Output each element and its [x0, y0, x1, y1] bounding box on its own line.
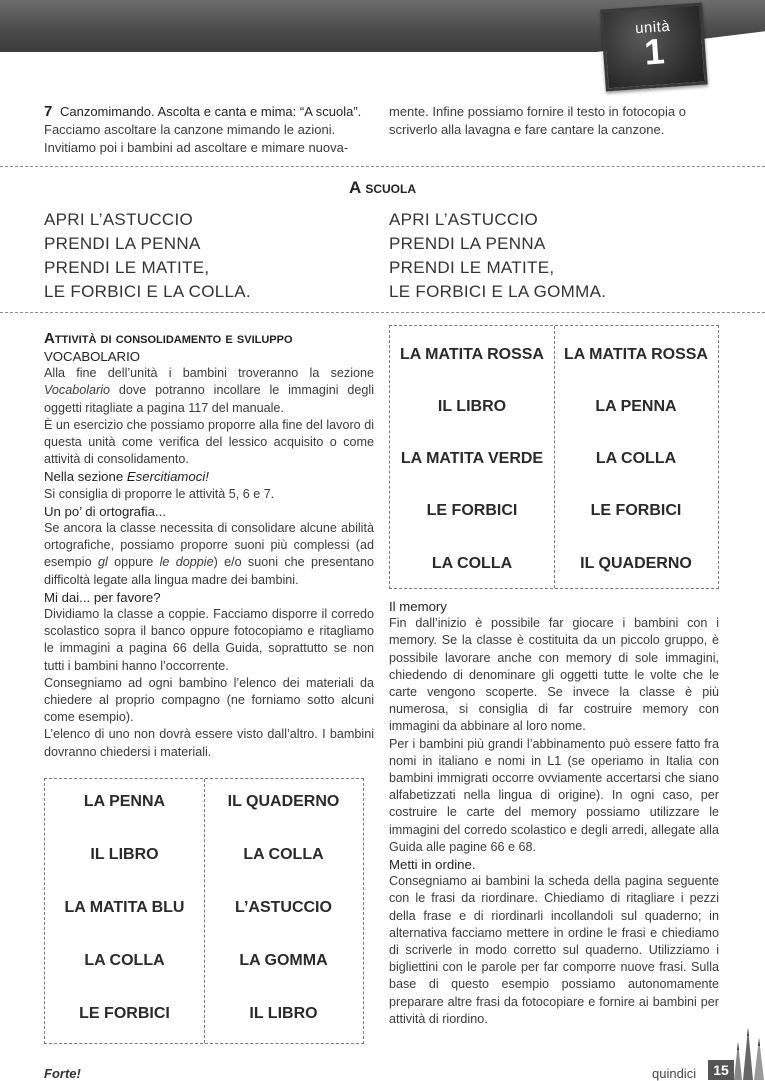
card-label: IL QUADERNO — [227, 793, 340, 810]
lyric-line: PRENDI LA PENNA — [44, 234, 201, 253]
unit-badge — [600, 3, 707, 92]
exercise7-line: Invitiamo poi i bambini ad ascoltare e mimare nuova- — [44, 140, 349, 155]
lyric-line: PRENDI LA PENNA — [389, 234, 546, 253]
card-label: IL LIBRO — [90, 846, 159, 863]
lyric-line: PRENDI LE MATITE, — [44, 258, 210, 277]
lyric-line: LE FORBICI E LA COLLA. — [44, 282, 251, 301]
card-label: LA PENNA — [83, 793, 166, 810]
ortografia-heading: Un po’ di ortografia... — [44, 503, 166, 519]
card-label: LA MATITA VERDE — [400, 450, 544, 467]
memory-paragraph-2: Per i bambini più grandi l’abbinamento può essere fatto fra nomi in italiano e nomi in L1 (se operiamo in Italia con bambini immigrati occorre ovviamente accertarsi che siano alfabetizzati nella lingua di origine). In ogni caso, per costruire le carte del memory possiamo utilizzare le immagini del corredo scolastico e degli arredi, allegate alla Guida alle pagine 66 e 68. — [389, 736, 719, 854]
exercise-number: 7 — [44, 103, 53, 120]
ortografia-paragraph: Se ancora la classe necessita di consolidare alcune abilità ortografiche, possiamo proporre suoni più complessi (ad esempio gl oppure le doppie) e/o suoni che presentano difficoltà legate alla lingua madre dei bambini. — [44, 521, 375, 587]
lyric-line: LE FORBICI E LA GOMMA. — [389, 282, 607, 301]
exercise7-line: Facciamo ascoltare la canzone mimando le azioni. — [44, 122, 336, 137]
card-label: LA MATITA ROSSA — [564, 346, 708, 363]
memory-heading: Il memory — [389, 599, 447, 614]
vocab-paragraph-2: È un esercizio che possiamo proporre alla fine del lavoro di questa unità come verifica del lessico acquisito o come attività di consolidamento. — [44, 417, 374, 467]
card-label: LA PENNA — [595, 398, 677, 415]
divider — [0, 312, 765, 313]
card-label: LE FORBICI — [590, 502, 682, 519]
card-grid-bottom — [44, 778, 364, 1044]
song-title: A scuola — [348, 178, 417, 197]
card-label: L’ASTUCCIO — [235, 899, 332, 916]
lyric-line: APRI L’ASTUCCIO — [44, 210, 194, 229]
esercitiamoci-text: Si consiglia di proporre le attività 5, 6 e 7. — [44, 486, 275, 501]
exercise7-line: mente. Infine possiamo fornire il testo in fotocopia o — [389, 104, 686, 119]
card-label: LA MATITA ROSSA — [400, 346, 544, 363]
section-heading: Attività di consolidamento e sviluppo — [44, 330, 293, 347]
card-label: LA COLLA — [595, 450, 677, 467]
divider — [0, 166, 765, 167]
exercise7-line: scriverlo alla lavagna e fare cantare la canzone. — [389, 122, 665, 137]
card-label: LA COLLA — [84, 952, 165, 969]
exercise-title: Canzomimando. Ascolta e canta e mima: “A scuola”. — [59, 104, 362, 119]
vocab-paragraph: Alla fine dell’unità i bambini troveranno la sezione Vocabolario dove potranno incollare le immagini degli oggetti ritagliate a pagina 117 del manuale. — [44, 366, 374, 415]
footer-brand: Forte! — [44, 1066, 81, 1081]
midai-paragraph-1: Dividiamo la classe a coppie. Facciamo disporre il corredo scolastico sopra il banco oppure fotocopiamo e ritagliamo le immagini a pagina 66 della Guida, soprattutto se non tutti i bambini hanno l’occorrente. — [44, 607, 374, 673]
song-lyrics-right — [389, 208, 606, 304]
card-label: IL LIBRO — [249, 1005, 318, 1022]
unit-label: unità — [634, 17, 671, 38]
song-lyrics-left — [44, 208, 251, 304]
vocab-heading: VOCABOLARIO — [44, 349, 141, 364]
card-label: LA MATITA BLU — [64, 899, 185, 916]
exercise7-right — [389, 103, 724, 139]
card-label: LA GOMMA — [239, 952, 328, 969]
card-label: IL LIBRO — [437, 398, 507, 415]
exercise7-title-line — [44, 103, 379, 121]
memory-paragraph-1: Fin dall’inizio è possibile far giocare i bambini con i memory. Se la classe è costituita da un piccolo gruppo, è possibile lavorare anche con memory di sole immagini, chiedendo di denominare gli oggetti tutte le volte che le carte vengono scoperte. Se invece la classe è più numerosa, si consiglia di far costruire memory con immagini da abbinare al loro nome. — [389, 616, 719, 734]
ordine-heading: Metti in ordine. — [389, 857, 476, 873]
page-number: 15 — [708, 1060, 734, 1080]
activities-section — [44, 330, 374, 761]
memory-section — [389, 598, 719, 1028]
card-label: LE FORBICI — [426, 502, 518, 519]
card-label: LA COLLA — [243, 846, 324, 863]
lyric-line: PRENDI LE MATITE, — [389, 258, 555, 277]
esercitiamoci-heading: Nella sezione Esercitiamoci! — [44, 469, 209, 485]
ordine-paragraph: Consegniamo ai bambini la scheda della pagina seguente con le frasi da riordinare. Chiediamo di ritagliare i pezzi della frase e di riordinarli incollandoli sul quaderno; in alternativa facciamo mettere in ordine le frasi e chiediamo di scriverle in modo corretto sul quaderno. Utilizziamo i bigliettini con le parole per far comporre nuove frasi. Sulla base di questo esempio possiamo autonomamente preparare altre frasi da fotocopiare e fornire ai bambini per attività di riordino. — [389, 874, 719, 1026]
footer-page-word: quindici — [652, 1066, 697, 1081]
midai-paragraph-2: Consegniamo ad ogni bambino l’elenco dei materiali da chiedere al proprio compagno (ne forniamo sotto alcuni come esempio). — [44, 675, 374, 725]
unit-number: 1 — [642, 30, 666, 73]
midai-paragraph-3: L’elenco di uno non dovrà essere visto dall’altro. I bambini dovranno chiedersi i materiali. — [44, 727, 374, 759]
lyric-line: APRI L’ASTUCCIO — [389, 210, 539, 229]
midai-heading: Mi dai... per favore? — [44, 589, 161, 605]
pencils-icon — [732, 1024, 765, 1080]
card-label: LE FORBICI — [79, 1005, 170, 1022]
card-grid-top — [389, 325, 719, 589]
exercise7-left — [44, 103, 379, 157]
card-label: LA COLLA — [431, 555, 513, 572]
card-label: IL QUADERNO — [580, 555, 692, 572]
